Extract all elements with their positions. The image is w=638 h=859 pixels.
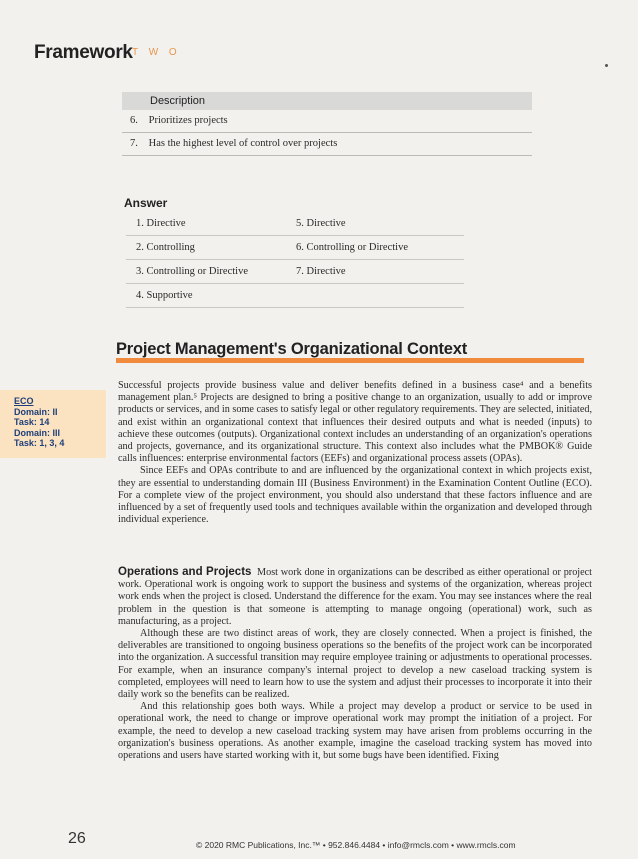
eco-line: Domain: II <box>14 406 58 417</box>
answer-item: 5. Directive <box>286 212 464 236</box>
chapter-label: T W O <box>132 47 181 58</box>
answer-item: 6. Controlling or Directive <box>286 236 464 260</box>
paragraph: Although these are two distinct areas of work, they are closely connected. When a project is finished, the deliverables are transitioned to ongoing business operations so the benefits of the project work can be incorporated into the organization. A successful transition may require employee training or adjustments to operational processes. For example, when an insurance company's internal project to develop a new caseload tracking system is completed, employees will need to learn how to use the system and adjust their processes to incorporate it into their daily work so the benefits can be realized. <box>118 628 592 701</box>
page-number: 26 <box>68 830 86 847</box>
paragraph-ops <box>118 566 592 628</box>
running-header-title: Framework <box>34 42 133 63</box>
footer-copyright: © 2020 RMC Publications, Inc.™ • 952.846.4484 • info@rmcls.com • www.rmcls.com <box>196 840 516 850</box>
answer-item: 2. Controlling <box>126 236 286 260</box>
eco-line: Task: 1, 3, 4 <box>14 438 65 448</box>
eco-line: Domain: III <box>14 427 61 438</box>
answer-item: 4. Supportive <box>126 284 286 308</box>
margin-dot <box>605 64 608 67</box>
answer-item-empty <box>286 284 464 308</box>
answer-item: 1. Directive <box>126 212 286 236</box>
eco-sidebar <box>14 396 64 449</box>
paragraph: Most work done in organizations can be described as either operational or project work. Operational work is ongoing work to support the business and systems of the organization, whereas project work ends when the project is closed. Understand the difference for the exam. You may see instances where the real problem in the question is that someone is attempting to manage ongoing (operational) work, such as manufacturing, as a project. <box>118 567 592 627</box>
table-row <box>122 133 532 156</box>
row-text: Has the highest level of control over projects <box>148 138 338 149</box>
section-title: Project Management's Organizational Context <box>116 340 468 358</box>
description-table-header: Description <box>122 92 532 110</box>
body-text-intro <box>118 380 592 526</box>
subsection-heading: Operations and Projects <box>118 566 252 578</box>
table-row <box>122 110 532 133</box>
row-number: 6. <box>130 115 138 126</box>
description-table <box>122 92 532 156</box>
row-text: Prioritizes projects <box>148 115 228 126</box>
row-number: 7. <box>130 138 138 149</box>
eco-line: Task: 14 <box>14 417 50 427</box>
paragraph: And this relationship goes both ways. While a project may develop a product or service to be used in operational work, the need to change or improve operational work may prompt the initiation of a project. For example, the need to develop a new caseload tracking system may have arisen from problems occurring in the organization's business operations. As another example, imagine the caseload tracking system has moved into operations and users have started working with it, but some bugs have been identified. Fixing <box>118 701 592 762</box>
paragraph: Since EEFs and OPAs contribute to and are influenced by the organizational context in which projects exist, they are essential to understanding domain III (Business Environment) in the Examination Content Outline (ECO). For a complete view of the project environment, you should also understand that these factors influence and are influenced by a set of frequently used tools and techniques available within the organization and developed through individual experience. <box>118 465 592 526</box>
eco-heading: ECO <box>14 396 34 406</box>
answer-item: 3. Controlling or Directive <box>126 260 286 284</box>
answer-heading: Answer <box>124 196 168 210</box>
answer-item: 7. Directive <box>286 260 464 284</box>
answer-table <box>126 212 464 308</box>
section-underline <box>116 358 584 363</box>
paragraph: Successful projects provide business value and deliver benefits defined in a business case⁴ and a benefits management plan.⁵ Projects are designed to bring a positive change to an organization, usually to add or improve products or services, and in some cases to satisfy legal or other regulatory requirements. They are selected, initiated, and exist within an organizational context that influences their desired outputs and what is needed (inputs) to achieve these outcomes (outputs). Organizational context includes an understanding of an organization's operations and projects, governance, and its organizational structure. This context also includes what the PMBOK® Guide calls influences: enterprise environmental factors (EEFs) and organizational process assets (OPAs). <box>118 380 592 465</box>
body-text-operations <box>118 566 592 762</box>
